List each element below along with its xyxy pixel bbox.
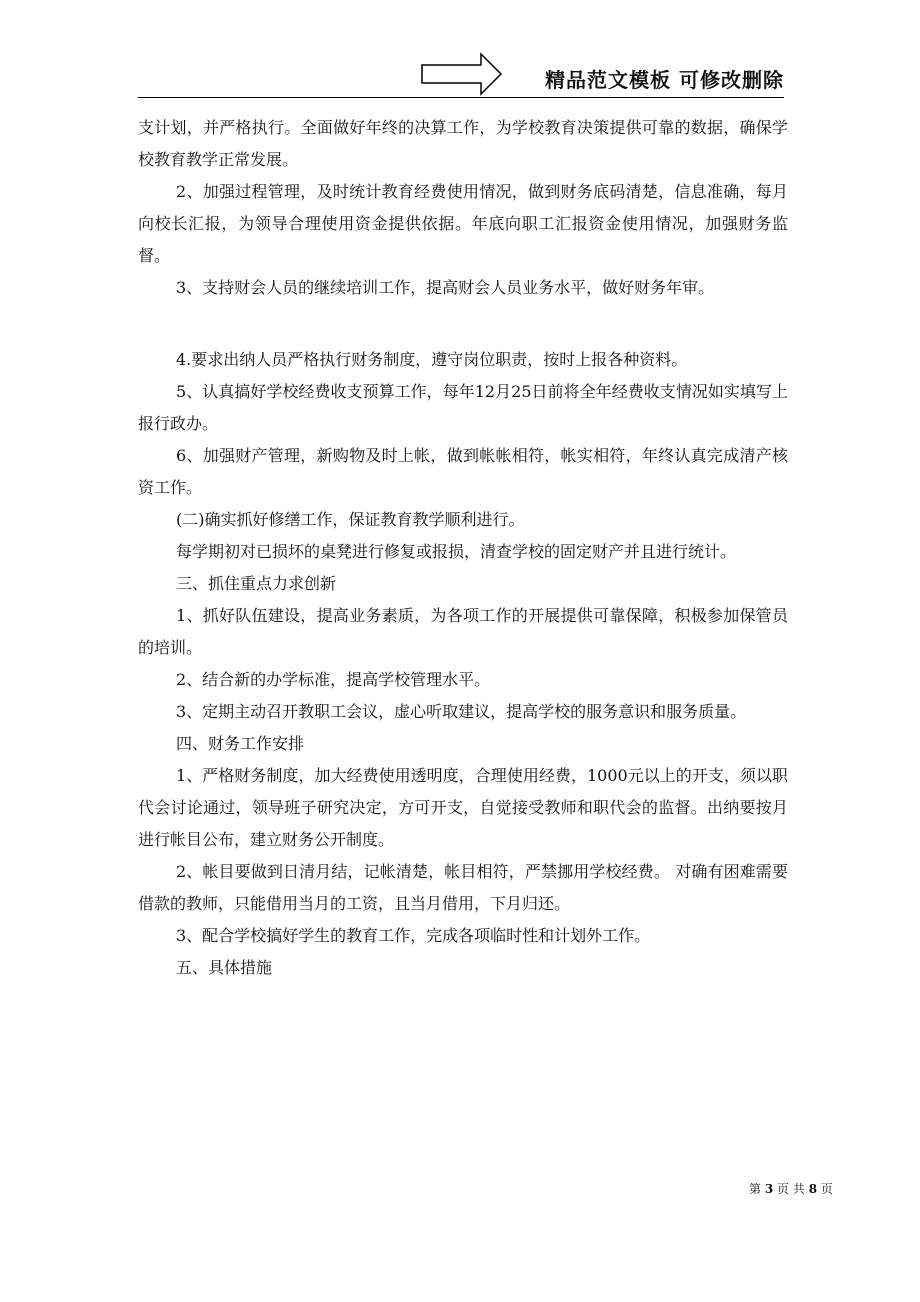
paragraph: 3、定期主动召开教职工会议，虚心听取建议，提高学校的服务意识和服务质量。 [176, 702, 747, 721]
footer-middle: 页 共 [777, 1182, 805, 1196]
footer-suffix: 页 [820, 1182, 833, 1196]
current-page-number: 3 [764, 1182, 774, 1196]
footer-prefix: 第 [749, 1182, 762, 1196]
page-header [138, 50, 784, 98]
paragraph: 4.要求出纳人员严格执行财务制度，遵守岗位职责，按时上报各种资料。 [176, 350, 688, 369]
document-body [138, 112, 788, 984]
paragraph: 6、加强财产管理，新购物及时上帐，做到帐帐相符，帐实相符，年终认真完成清产核资工作。 [138, 446, 788, 497]
page-footer [749, 1180, 833, 1197]
arrow-right-icon [421, 52, 503, 96]
paragraph: 支计划，并严格执行。全面做好年终的决算工作，为学校教育决策提供可靠的数据，确保学校教育教学正常发展。 [138, 118, 788, 169]
paragraph: 2、帐目要做到日清月结，记帐清楚，帐目相符，严禁挪用学校经费。 对确有困难需要借款的教师，只能借用当月的工资，且当月借用，下月归还。 [138, 862, 788, 913]
paragraph: (二)确实抓好修缮工作，保证教育教学顺利进行。 [176, 510, 525, 529]
paragraph: 每学期初对已损坏的桌凳进行修复或报损，清查学校的固定财产并且进行统计。 [176, 542, 737, 561]
header-title: 精品范文模板 可修改删除 [545, 68, 784, 92]
section-heading: 五、具体措施 [176, 958, 273, 977]
section-heading: 三、抓住重点力求创新 [176, 574, 337, 593]
paragraph: 2、加强过程管理，及时统计教育经费使用情况，做到财务底码清楚，信息准确，每月向校长汇报，为领导合理使用资金提供依据。年底向职工汇报资金使用情况，加强财务监督。 [138, 182, 788, 265]
paragraph: 2、结合新的办学标准，提高学校管理水平。 [176, 670, 491, 689]
paragraph: 3、配合学校搞好学生的教育工作，完成各项临时性和计划外工作。 [176, 926, 651, 945]
paragraph: 1、严格财务制度，加大经费使用透明度，合理使用经费，1000元以上的开支，须以职代会讨论通过，领导班子研究决定，方可开支，自觉接受教师和职代会的监督。出纳要按月进行帐目公布，建立财务公开制度。 [138, 766, 788, 849]
paragraph: 3、支持财会人员的继续培训工作，提高财会人员业务水平，做好财务年审。 [176, 278, 715, 297]
total-page-number: 8 [808, 1182, 818, 1196]
paragraph: 1、抓好队伍建设，提高业务素质，为各项工作的开展提供可靠保障，积极参加保管员的培训。 [138, 606, 788, 657]
paragraph: 5、认真搞好学校经费收支预算工作，每年12月25日前将全年经费收支情况如实填写上报行政办。 [138, 382, 788, 433]
section-heading: 四、财务工作安排 [176, 734, 305, 753]
header-rule [138, 97, 784, 98]
